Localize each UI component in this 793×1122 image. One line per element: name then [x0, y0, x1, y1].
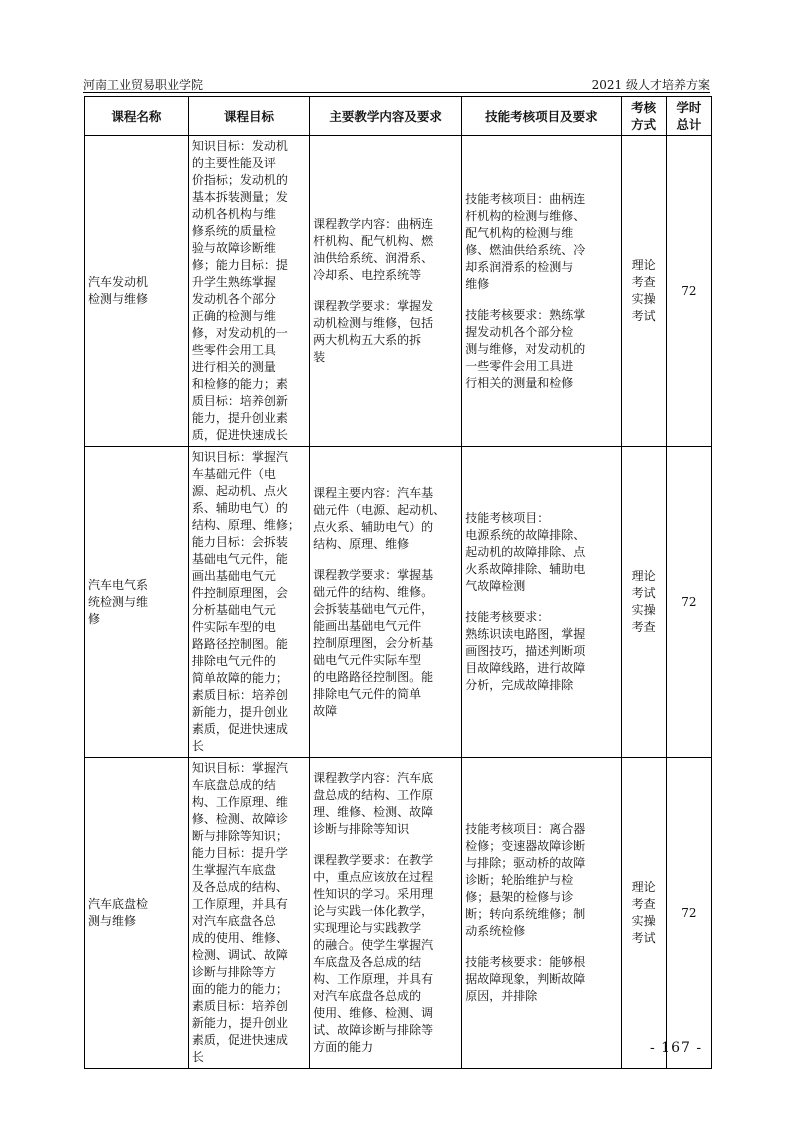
teaching-content: 课程主要内容：汽车基 础元件（电源、起动机、 点火系、辅助电气）的 结构、原理、维修 — [313, 485, 446, 551]
skill-requirement: 技能考核要求： 熟练识读电路图，掌握 画图技巧，描述判断项 目故障线路，进行故障 分析，完成故障排除 — [465, 610, 586, 692]
table-row — [85, 447, 712, 758]
page-number: - 167 - — [650, 1040, 703, 1056]
teaching-requirement: 课程教学要求：掌握基 础元件的结构、维修。 会拆装基础电气元件， 能画出基础电气元件 控制原理图，会分析基 础电气元件实际车型 的电路路径控制图。能 排除电气元件的简单 故障 — [313, 567, 434, 718]
total-hours: 72 — [681, 905, 697, 920]
table-header-row — [85, 97, 712, 136]
table-row — [85, 136, 712, 447]
teaching-content: 课程教学内容：曲柄连 杆机构、配气机构、燃 油供给系统、润滑系、 冷却系、电控系统等 — [313, 217, 434, 282]
course-table — [84, 96, 712, 1069]
assessment-method: 理论 考试 实操 考查 — [631, 569, 656, 634]
table-row — [85, 758, 712, 1069]
header-school-name: 河南工业贸易职业学院 — [83, 78, 204, 92]
course-name: 汽车发动机 检测与维修 — [88, 275, 149, 306]
teaching-content: 课程教学内容：汽车底 盘总成的结构、工作原 理、维修、检测、故障 诊断与排除等知识 — [313, 771, 434, 836]
column-header-teaching-content: 主要教学内容及要求 — [310, 97, 462, 136]
teaching-requirement: 课程教学要求：在教学 中，重点应该放在过程 性知识的学习。采用理 论与实践一体化教学， 实现理论与实践教学 的融合。使学生掌握汽 车底盘及各总成的结 构、工作原理，并具有 对汽车底盘各总成的 使用、维修、检测、调 试、故障诊断与排除等 方面的能力 — [313, 853, 434, 1054]
course-name: 汽车底盘检 测与维修 — [88, 897, 149, 928]
assessment-method: 理论 考查 实操 考试 — [631, 880, 656, 945]
column-header-skill-assessment: 技能考核项目及要求 — [462, 97, 621, 136]
skill-items: 技能考核项目：曲柄连 杆机构的检测与维修、 配气机构的检测与维 修、燃油供给系统、冷 却系润滑系的检测与 维修 — [465, 191, 586, 291]
skill-requirement: 技能考核要求：能够根 据故障现象，判断故障 原因，并排除 — [465, 955, 586, 1003]
skill-items: 技能考核项目： 电源系统的故障排除、 起动机的故障排除、点 火系故障排除、辅助电 气故障检测 — [465, 511, 586, 593]
page-header — [83, 76, 710, 93]
assessment-method: 理论 考查 实操 考试 — [631, 258, 656, 323]
course-goal: 知识目标：掌握汽 车底盘总成的结 构、工作原理、维 修、检测、故障诊 断与排除等知识； 能力目标：提升学 生掌握汽车底盘 及各总成的结构、 工作原理，并具有 对汽车底盘各总 成的使用、维修、 检测、调试、故障 诊断与排除等方 面的能力的能力； 素质目标：培养创 新能力，提升创业 素质，促进快速成 长 — [191, 761, 288, 1064]
skill-items: 技能考核项目：离合器 检修；变速器故障诊断 与排除；驱动桥的故障 诊断；轮胎维护与检 修；悬架的检修与诊 断；转向系统维修；制 动系统检修 — [465, 822, 586, 938]
header-plan-title: 2021 级人才培养方案 — [591, 78, 710, 92]
column-header-total-hours: 学时 总计 — [666, 97, 711, 136]
teaching-requirement: 课程教学要求：掌握发 动机检测与维修，包括 两大机构五大系的拆 装 — [313, 299, 434, 364]
column-header-course-name: 课程名称 — [85, 97, 189, 136]
total-hours: 72 — [681, 594, 697, 609]
column-header-course-goal: 课程目标 — [188, 97, 309, 136]
total-hours: 72 — [681, 283, 697, 298]
course-goal: 知识目标：发动机 的主要性能及评 价指标；发动机的 基本拆装测量；发 动机各机构与维 修系统的质量检 验与故障诊断维 修；能力目标：提 升学生熟练掌握 发动机各个部分 正确的检测与维 修，对发动机的一 些零件会用工具 进行相关的测量 和检修的能力；素 质目标：培养创新 能力，提升创业素 质，促进快速成长 — [191, 139, 288, 442]
course-goal: 知识目标：掌握汽 车基础元件（电 源、起动机、点火 系、辅助电气）的 结构、原理、维修； 能力目标：会拆装 基础电气元件，能 画出基础电气元 件控制原理图，会 分析基础电气元 件实际车型的电 路路径控制图。能 排除电气元件的 简单故障的能力； 素质目标：培养创 新能力，提升创业 素质，促进快速成 长 — [191, 450, 300, 753]
skill-requirement: 技能考核要求：熟练掌 握发动机各个部分检 测与维修，对发动机的 一些零件会用工具进 行相关的测量和检修 — [465, 307, 586, 390]
course-name: 汽车电气系 统检测与维 修 — [88, 577, 149, 626]
column-header-assessment-method: 考核 方式 — [621, 97, 666, 136]
